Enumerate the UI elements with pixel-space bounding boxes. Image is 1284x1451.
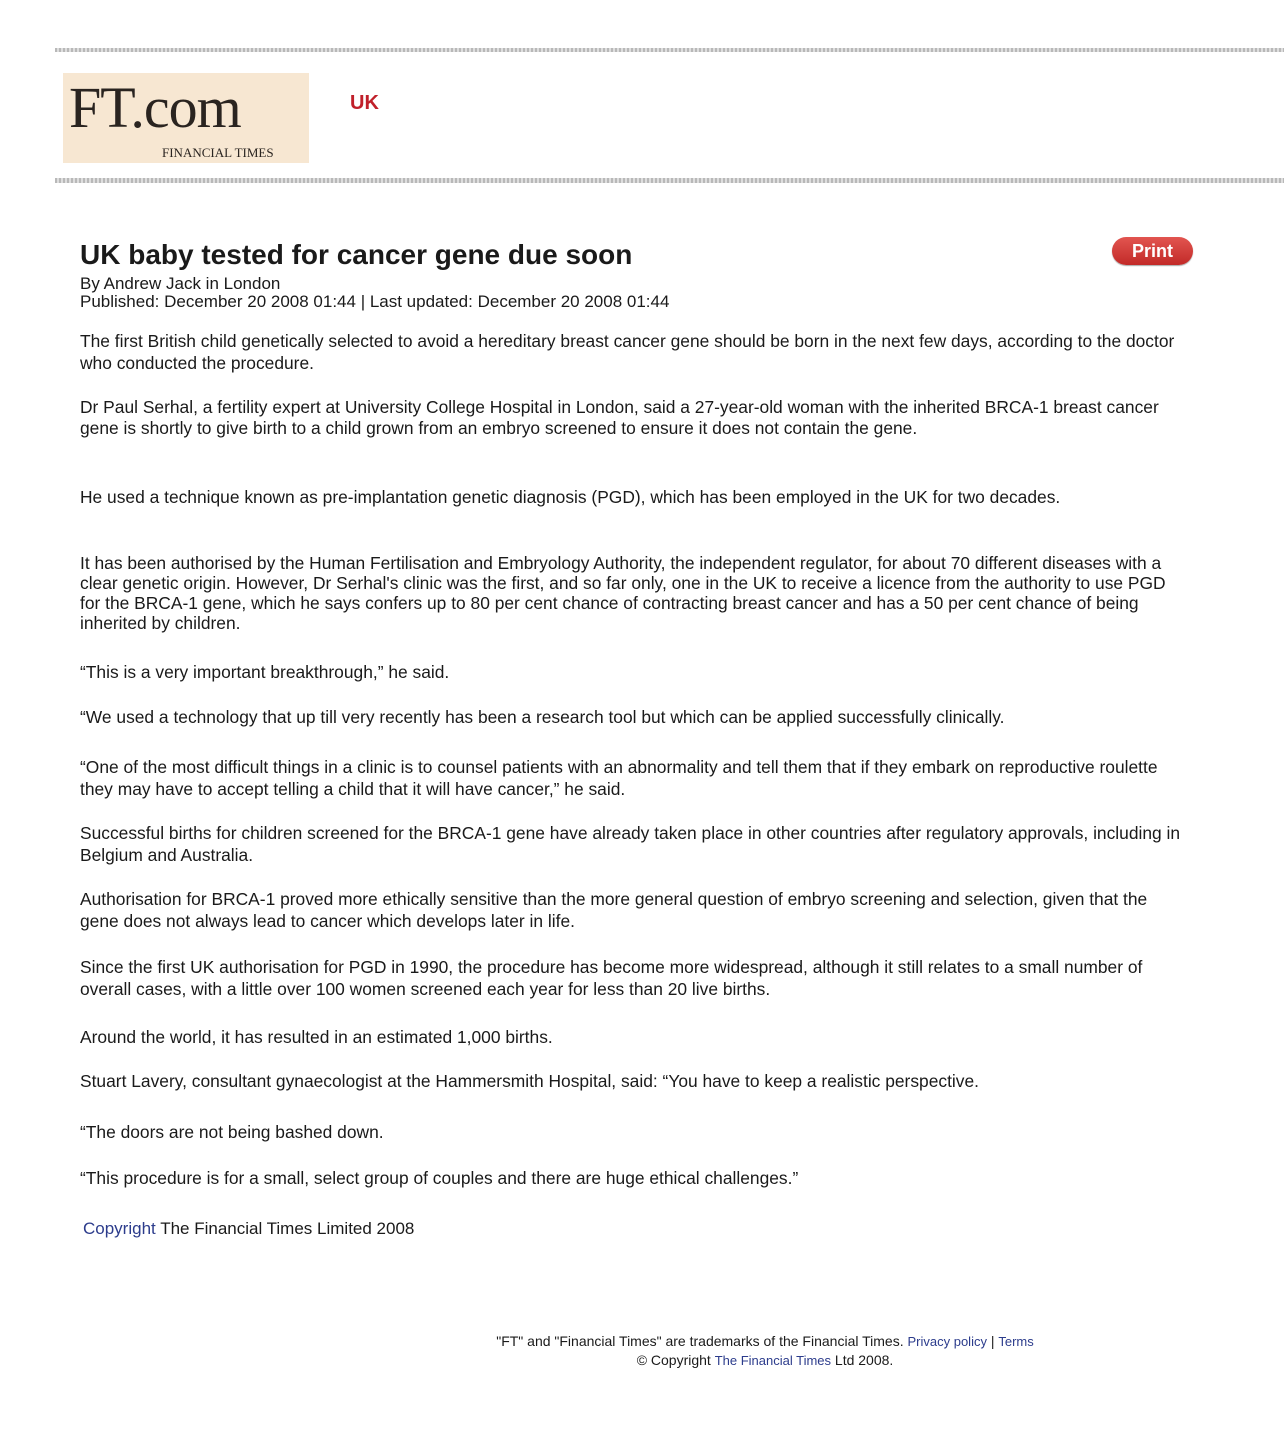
article-copyright <box>83 1218 414 1240</box>
article-headline: UK baby tested for cancer gene due soon <box>80 239 633 270</box>
article-paragraph: Around the world, it has resulted in an estimated 1,000 births. <box>80 1027 553 1047</box>
article-paragraph: Since the first UK authorisation for PGD in 1990, the procedure has become more widespread, although it still relates to a small number of overall cases, with a little over 100 women screened each year for less than 20 live births. <box>80 957 1143 999</box>
copyright-link[interactable]: Copyright <box>83 1219 156 1238</box>
edition-label: UK <box>350 92 379 114</box>
top-divider <box>55 48 1284 52</box>
copyright-text: The Financial Times Limited 2008 <box>160 1219 415 1238</box>
article-paragraph: “This is a very important breakthrough,” he said. <box>80 662 450 682</box>
footer-copyright-prefix: © Copyright <box>636 1352 711 1368</box>
article-paragraph: Stuart Lavery, consultant gynaecologist at the Hammersmith Hospital, said: “You have to keep a realistic perspective. <box>80 1071 979 1091</box>
article-paragraph: Successful births for children screened for the BRCA-1 gene have already taken place in other countries after regulatory approvals, including in Belgium and Australia. <box>80 823 1181 865</box>
article-byline: By Andrew Jack in London <box>80 274 281 293</box>
footer-copyright-line <box>430 1351 1100 1370</box>
privacy-policy-link[interactable]: Privacy policy <box>907 1334 987 1349</box>
article-paragraph: It has been authorised by the Human Fertilisation and Embryology Authority, the independent regulator, for about 70 different diseases with a clear genetic origin. However, Dr Serhal's clinic was the first, and so far only, one in the UK to receive a licence from the authority to use PGD for the BRCA-1 gene, which he says confers up to 80 per cent chance of contracting breast cancer and has a 50 per cent chance of being inherited by children. <box>80 553 1166 633</box>
footer-copyright-suffix: Ltd 2008. <box>834 1352 894 1368</box>
article-publish-date: Published: December 20 2008 01:44 | Last updated: December 20 2008 01:44 <box>80 292 670 311</box>
article-paragraph: The first British child genetically selected to avoid a hereditary breast cancer gene should be born in the next few days, according to the doctor who conducted the procedure. <box>80 331 1175 373</box>
article-paragraph: Authorisation for BRCA-1 proved more ethically sensitive than the more general question of embryo screening and selection, given that the gene does not always lead to cancer which develops later in life. <box>80 889 1148 931</box>
footer-ft-link[interactable]: The Financial Times <box>714 1353 832 1368</box>
article-paragraph: “This procedure is for a small, select group of couples and there are huge ethical challenges.” <box>80 1168 799 1188</box>
article-paragraph: “We used a technology that up till very recently has been a research tool but which can be applied successfully clinically. <box>80 707 1005 727</box>
header-divider <box>55 178 1284 183</box>
article-paragraph: He used a technique known as pre-implantation genetic diagnosis (PGD), which has been employed in the UK for two decades. <box>80 487 1061 507</box>
logo-subtitle: FINANCIAL TIMES <box>162 145 274 160</box>
page-footer <box>430 1332 1100 1370</box>
footer-trademark-text: "FT" and "Financial Times" are trademarks of the Financial Times. <box>496 1333 904 1349</box>
article-paragraph: “The doors are not being bashed down. <box>80 1122 384 1142</box>
logo-wordmark: FT.com <box>69 75 241 140</box>
print-button[interactable]: Print <box>1112 237 1193 265</box>
footer-separator: | <box>990 1333 995 1349</box>
footer-trademark-line <box>430 1332 1100 1351</box>
terms-link[interactable]: Terms <box>998 1334 1034 1349</box>
article-paragraph: Dr Paul Serhal, a fertility expert at University College Hospital in London, said a 27-year-old woman with the inherited BRCA-1 breast cancer gene is shortly to give birth to a child grown from an embryo screened to ensure it does not contain the gene. <box>80 397 1159 438</box>
ft-logo[interactable] <box>63 73 309 163</box>
article-paragraph: “One of the most difficult things in a clinic is to counsel patients with an abnormality and tell them that if they embark on reproductive roulette they may have to accept telling a child that it will have cancer,” he said. <box>80 757 1158 799</box>
